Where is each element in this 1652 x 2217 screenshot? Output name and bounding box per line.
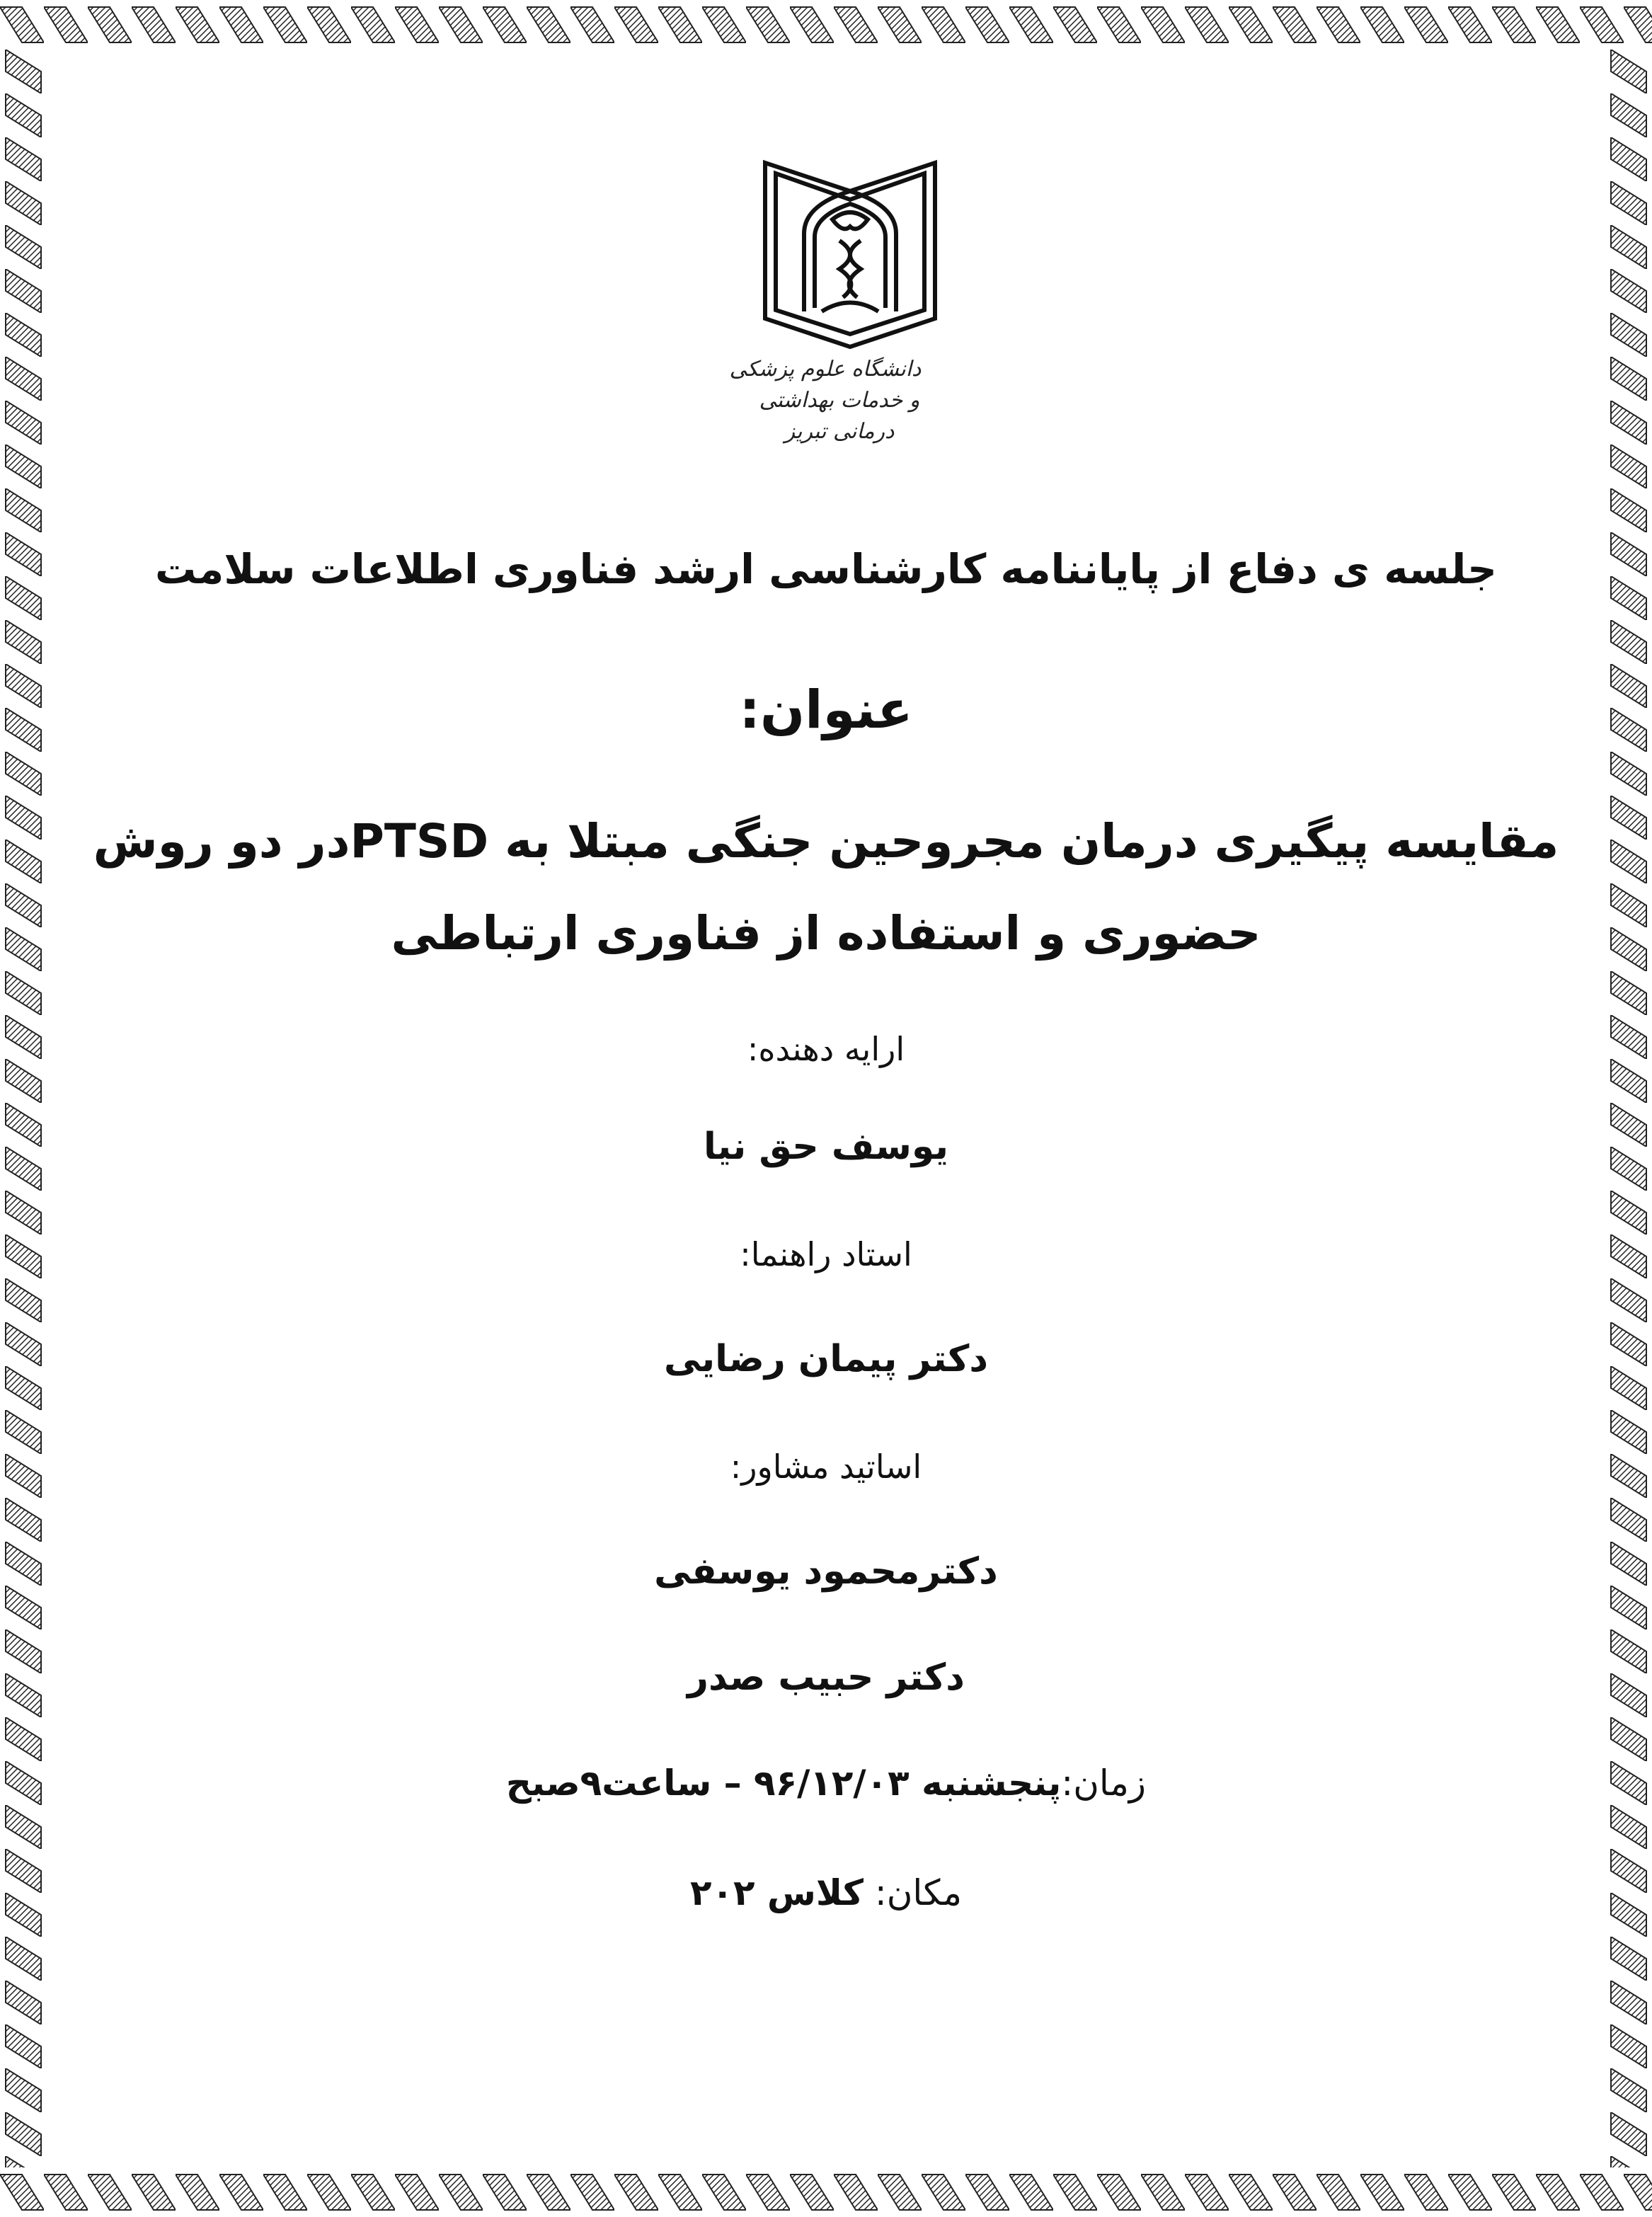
border-left — [0, 50, 47, 2167]
defense-time — [47, 1763, 1605, 1804]
announcement-page — [47, 50, 1605, 2167]
title-label: عنوان: — [739, 680, 913, 740]
advisor-name-1: دکترمحمود یوسفی — [654, 1550, 998, 1593]
advisors-label: اساتید مشاور: — [730, 1448, 922, 1486]
logo-caption — [698, 354, 953, 447]
supervisor-name: دکتر پیمان رضایی — [663, 1338, 989, 1380]
thesis-title-line1: مقایسه پیگیری درمان مجروحین جنگی مبتلا به PTSDدر دو روش — [93, 814, 1559, 869]
advisor-name-2: دکتر حبیب صدر — [687, 1656, 965, 1699]
supervisor-label: استاد راهنما: — [740, 1235, 912, 1273]
time-value: پنجشنبه ۹۶/۱۲/۰۳ – ساعت۹صبح — [505, 1763, 1062, 1804]
border-top — [0, 0, 1652, 50]
place-label: مکان: — [874, 1872, 963, 1913]
university-logo — [698, 149, 981, 453]
page-heading: جلسه ی دفاع از پایاننامه کارشناسی ارشد فناوری اطلاعات سلامت — [155, 545, 1497, 593]
university-emblem-icon — [698, 149, 981, 354]
defense-place — [47, 1872, 1605, 1913]
presenter-label: ارایه دهنده: — [747, 1030, 905, 1068]
thesis-title-line2: حضوری و استفاده از فناوری ارتباطی — [391, 906, 1261, 961]
logo-caption-line2: و خدمات بهداشتی درمانی تبریز — [759, 388, 920, 444]
place-value: کلاس ۲۰۲ — [689, 1872, 864, 1913]
presenter-name: یوسف حق نیا — [703, 1125, 949, 1168]
logo-caption-line1: دانشگاه علوم پزشکی — [729, 357, 922, 382]
border-right — [1605, 50, 1652, 2167]
border-bottom — [0, 2167, 1652, 2217]
time-label: زمان: — [1061, 1763, 1147, 1804]
